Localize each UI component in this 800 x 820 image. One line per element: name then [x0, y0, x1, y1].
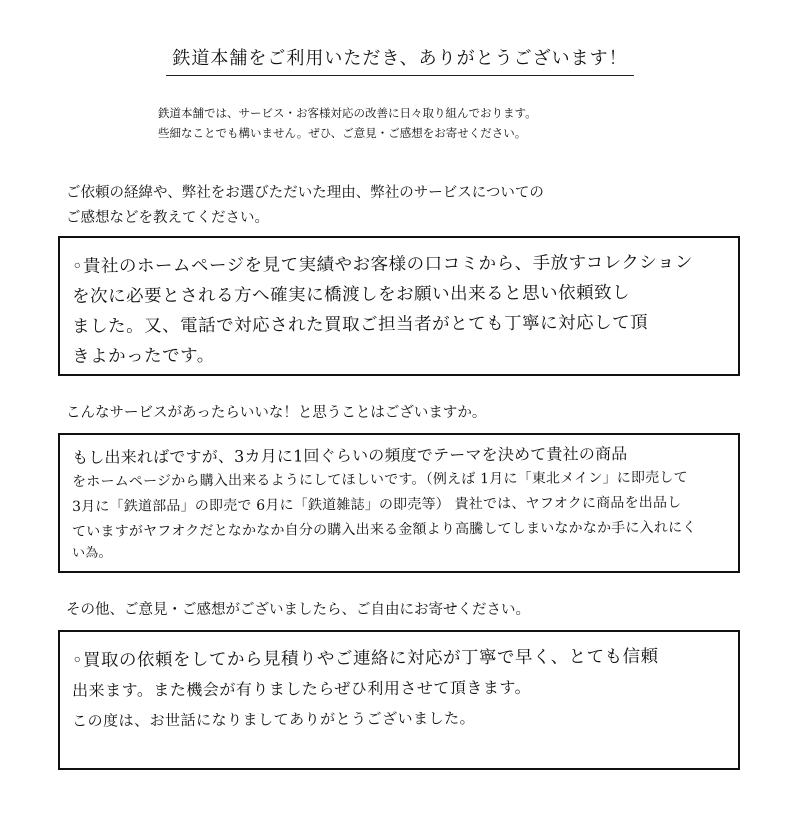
question-2	[66, 401, 766, 426]
intro-text	[158, 103, 718, 143]
answer-box-2	[58, 433, 740, 573]
answer-box-1	[58, 236, 740, 376]
intro-line-2: 些細なことでも構いません。ぜひ、ご意見・ご感想をお寄せください。	[158, 126, 527, 140]
answer-3-line-3: この度は、お世話になりましてありがとうございました。	[72, 709, 476, 730]
answer-1-line-1: ◦貴社のホームページを見て実績やお客様の口コミから、手放すコレクション	[72, 252, 694, 277]
answer-1-line-3: ました。又、電話で対応された買取ご担当者がとても丁寧に対応して頂	[72, 312, 649, 337]
answer-box-3	[58, 630, 740, 770]
answer-2-line-1: もし出来ればですが、3カ月に1回ぐらいの頻度でテーマを決めて貴社の商品	[72, 444, 628, 467]
answer-2-line-3: 3月に「鉄道部品」の即売で 6月に「鉄道雑誌」の即売等） 貴社では、ヤフオクに商品を出品し	[72, 494, 682, 515]
page-title-text: 鉄道本舗をご利用いただき、ありがとうございます！	[166, 46, 633, 76]
answer-2-line-5: い為。	[72, 545, 112, 561]
question-1-line-1: ご依頼の経緯や、弊社をお選びただいた理由、弊社のサービスについての	[66, 185, 544, 201]
question-2-line-1: こんなサービスがあったらいいな！と思うことはございますか。	[66, 405, 487, 421]
page-title	[0, 46, 800, 76]
answer-2-line-4: ていますがヤフオクだとなかなか自分の購入出来る金額より高騰してしまいなかなか手に入れにく	[72, 519, 697, 540]
intro-line-1: 鉄道本舗では、サービス・お客様対応の改善に日々取り組んでおります。	[158, 106, 537, 120]
answer-1-line-4: きよかったです。	[72, 346, 215, 367]
answer-3-line-1: ◦買取の依頼をしてから見積りやご連絡に対応が丁寧で早く、とても信頼	[72, 646, 659, 671]
answer-1-line-2: を次に必要とされる方へ確実に橋渡しをお願い出来ると思い依頼致し	[72, 283, 631, 307]
question-3-line-1: その他、ご意見・ご感想がございましたら、ご自由にお寄せください。	[66, 602, 530, 618]
question-3	[66, 598, 766, 623]
question-1	[66, 181, 766, 231]
question-1-line-2: ご感想などを教えてください。	[66, 210, 269, 226]
answer-2-line-2: をホームページから購入出来るようにしてほしいです。（例えば 1月に「東北メイン」に即売して	[72, 469, 688, 490]
answer-3-line-2: 出来ます。また機会が有りましたらぜひ利用させて頂きます。	[72, 677, 532, 700]
